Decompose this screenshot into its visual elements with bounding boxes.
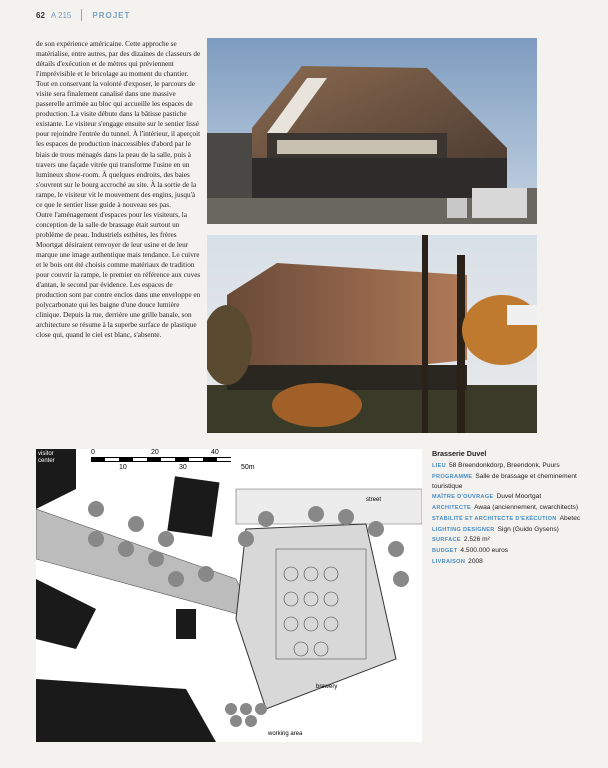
scale-tick: 50m — [241, 464, 255, 471]
brewery-label: brewery — [316, 684, 338, 690]
section-title: PROJET — [92, 10, 131, 20]
visitor-center-label: visitor center — [38, 451, 68, 465]
project-title: Brasserie Duvel — [432, 449, 487, 458]
article-text — [36, 39, 202, 340]
info-row: LIEU 58 Breendonkdorp, Breendonk, Puurs — [432, 461, 560, 469]
info-row: STABILITÉ ET ARCHITECTE D'EXÉCUTION Abetec — [432, 514, 581, 522]
header-divider — [81, 9, 82, 21]
page-header — [36, 8, 130, 22]
site-plan — [36, 449, 422, 742]
info-row: LIGHTING DESIGNER Sign (Guido Gysens) — [432, 525, 559, 533]
info-row: ARCHITECTE Awaa (anciennement, cwarchitects) — [432, 503, 579, 511]
issue-number: A 215 — [50, 10, 72, 20]
paragraph: Outre l'aménagement d'espaces pour les visiteurs, la conception de la salle de brassage était surtout un problème de peau. Industriels esthètes, les frères Moortgat désiraient renvoyer de leur usine et de leur marque une image authentique mais tendance. Le cuivre et le bois ont été choisis comme matériaux de tradition pour couvrir la rampe, le premier en référence aux cuves d'antan, le second par évidence. Les espaces de production sont par contre enclos dans une enveloppe en polycarbonate qui les baigne d'une douce lumière clinique. Depuis la rue, derrière une grille banale, son architecture se résume à la superbe surface de plastique close qui, quand le ciel est blanc, s'absente. — [36, 210, 201, 340]
project-info — [432, 449, 592, 568]
paragraph: de son expérience américaine. Cette approche se matérialise, entre autres, par des dizaines de classeurs de détails d'exécution et de mètres qui préviennent l'imprévisible et le bricolage au moment du chantier. — [36, 40, 201, 79]
street-label: street — [366, 497, 382, 503]
building-photo-1 — [207, 38, 537, 224]
info-row: SURFACE 2.526 m² — [432, 536, 490, 544]
info-row: PROGRAMME Salle de brassage et cheminement touristique — [432, 472, 577, 491]
info-row: BUDGET 4.500.000 euros — [432, 547, 509, 555]
page-number: 62 — [36, 10, 45, 20]
scale-tick: 20 — [151, 449, 159, 456]
paragraph: Tout en conservant la volonté d'exposer, le parcours de visite sera finalement canalisé dans une massive passerelle arrimée au bloc qui accueille les espaces de production. La visite débute dans la bâtisse pastiche existante. Le visiteur s'engage ensuite sur le sentier lissé pour rejoindre l'entrée du tunnel. À l'intérieur, il aperçoit les espaces de production inaccessibles d'abord par le biais de trous ménagés dans la peau de la salle, puis à travers une façade vitrée qui transforme l'usine en un lumineux show-room. À quelques endroits, des baies s'ouvrent sur le bourg accroché au site. À la sortie de la rampe, le visiteur vit le mouvement des engins, jusqu'à ce que le sentier lisse guide à nouveau ses pas. — [36, 80, 201, 209]
working-area-label: working area — [268, 731, 303, 737]
info-row: LIVRAISON 2008 — [432, 557, 483, 565]
building-photo-2 — [207, 235, 537, 433]
scale-tick: 10 — [119, 464, 127, 471]
info-row: MAÎTRE D'OUVRAGE Duvel Moortgat — [432, 493, 542, 501]
scale-tick: 0 — [91, 449, 95, 456]
scale-tick: 30 — [179, 464, 187, 471]
scale-tick: 40 — [211, 449, 219, 456]
